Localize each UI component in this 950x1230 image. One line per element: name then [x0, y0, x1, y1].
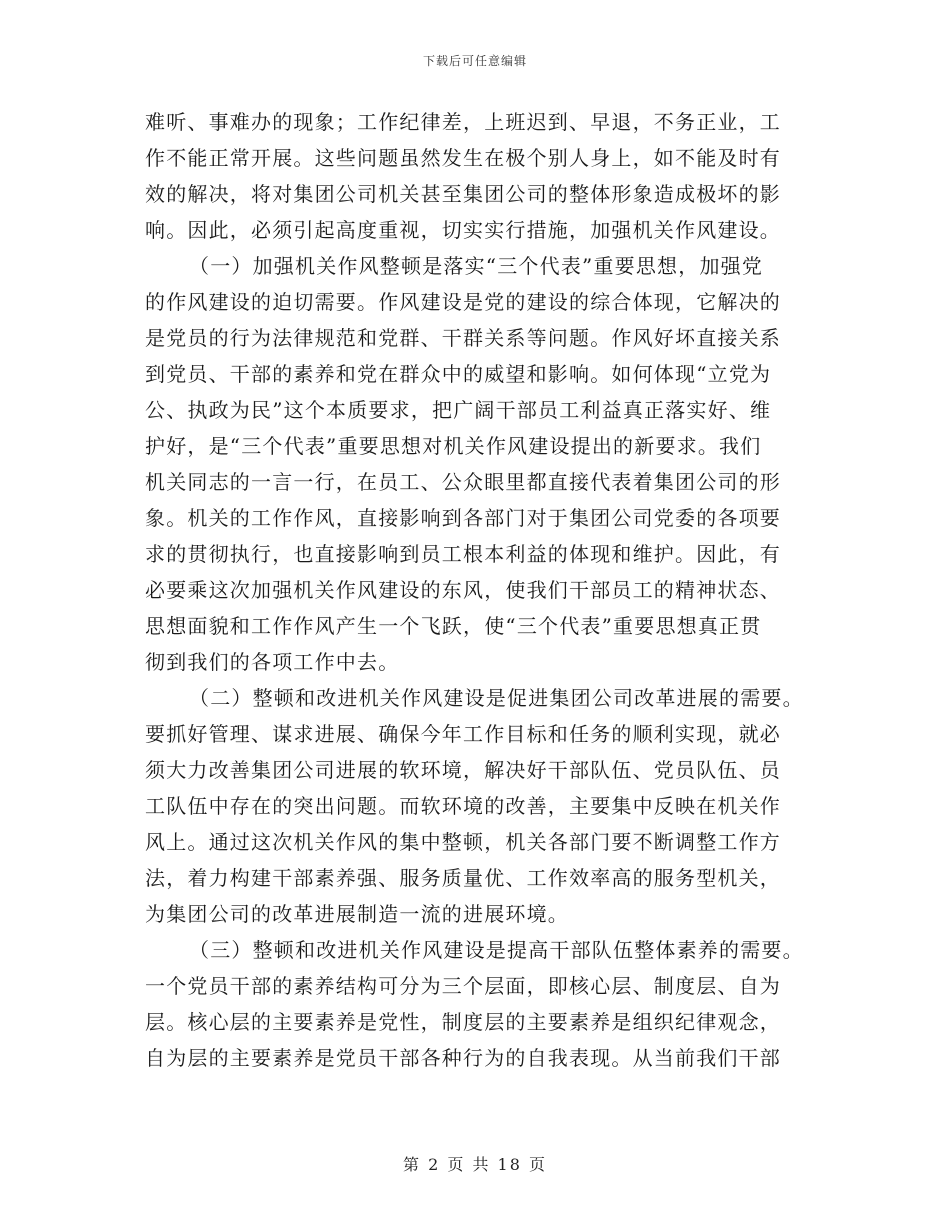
body-line: 求的贯彻执行，也直接影响到员工根本利益的体现和维护。因此，有: [145, 542, 781, 566]
body-line: 作不能正常开展。这些问题虽然发生在极个别人身上，如不能及时有: [145, 146, 781, 170]
body-line: 响。因此，必须引起高度重视，切实实行措施，加强机关作风建设。: [145, 218, 781, 242]
body-line: 到党员、干部的素养和党在群众中的威望和影响。如何体现“立党为: [145, 362, 772, 386]
body-line: 护好，是“三个代表”重要思想对机关作风建设提出的新要求。我们: [145, 434, 762, 458]
body-line: 风上。通过这次机关作风的集中整顿，机关各部门要不断调整工作方: [145, 830, 781, 854]
body-line: 自为层的主要素养是党员干部各种行为的自我表现。从当前我们干部: [145, 1046, 781, 1070]
body-line: 象。机关的工作作风，直接影响到各部门对于集团公司党委的各项要: [145, 506, 781, 530]
body-line: 法，着力构建干部素养强、服务质量优、工作效率高的服务型机关，: [145, 866, 781, 890]
paragraph-first-line: （一）加强机关作风整顿是落实“三个代表”重要思想，加强党: [189, 254, 764, 278]
paragraph-first-line: （二）整顿和改进机关作风建设是促进集团公司改革进展的需要。: [189, 686, 804, 710]
body-line: 机关同志的一言一行，在员工、公众眼里都直接代表着集团公司的形: [145, 470, 781, 494]
body-line: 层。核心层的主要素养是党性，制度层的主要素养是组织纪律观念，: [145, 1010, 781, 1034]
body-line: 工队伍中存在的突出问题。而软环境的改善，主要集中反映在机关作: [145, 794, 781, 818]
body-line: 的作风建设的迫切需要。作风建设是党的建设的综合体现，它解决的: [145, 290, 781, 314]
paragraph-first-line: （三）整顿和改进机关作风建设是提高干部队伍整体素养的需要。: [189, 938, 804, 962]
page-number-footer: 第 2 页 共 18 页: [403, 1155, 547, 1174]
body-line: 要抓好管理、谋求进展、确保今年工作目标和任务的顺利实现，就必: [145, 722, 781, 746]
body-line: 效的解决，将对集团公司机关甚至集团公司的整体形象造成极坏的影: [145, 182, 781, 206]
page-header-note: 下载后可任意编辑: [422, 54, 527, 68]
document-body: [145, 104, 805, 1076]
body-line: 是党员的行为法律规范和党群、干群关系等问题。作风好坏直接关系: [145, 326, 781, 350]
body-line: 思想面貌和工作作风产生一个飞跃，使“三个代表”重要思想真正贯: [145, 614, 762, 638]
body-line: 公、执政为民”这个本质要求，把广阔干部员工利益真正落实好、维: [145, 398, 772, 422]
body-line: 一个党员干部的素养结构可分为三个层面，即核心层、制度层、自为: [145, 974, 781, 998]
body-line: 必要乘这次加强机关作风建设的东风，使我们干部员工的精神状态、: [145, 578, 781, 602]
body-line: 彻到我们的各项工作中去。: [145, 650, 400, 674]
body-line: 难听、事难办的现象；工作纪律差，上班迟到、早退，不务正业，工: [145, 110, 781, 134]
body-line: 为集团公司的改革进展制造一流的进展环境。: [145, 902, 569, 926]
body-line: 须大力改善集团公司进展的软环境，解决好干部队伍、党员队伍、员: [145, 758, 781, 782]
